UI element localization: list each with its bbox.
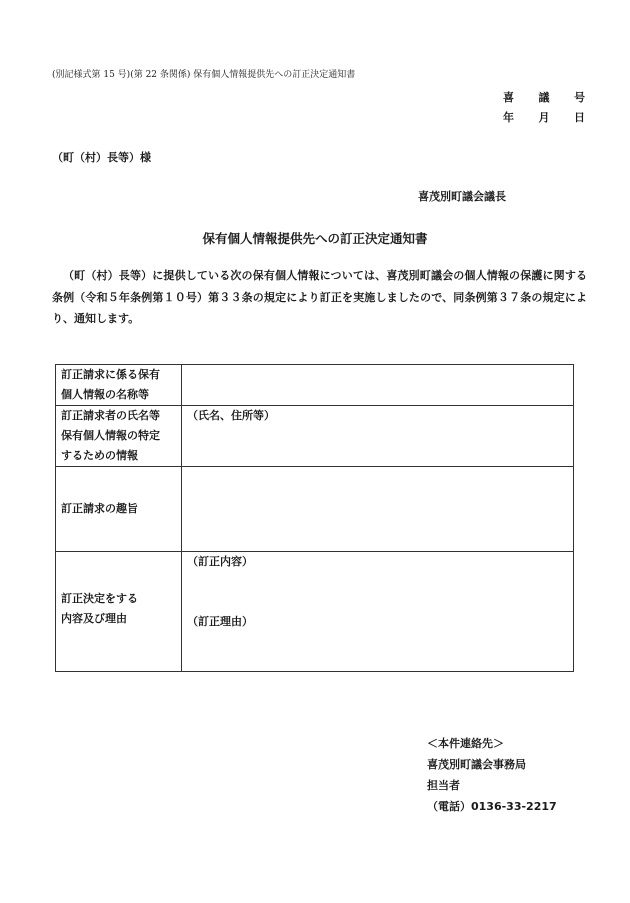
table-value-cell[interactable]: [182, 467, 574, 552]
document-title: 保有個人情報提供先への訂正決定通知書: [202, 231, 428, 246]
contact-phone: （電話）0136-33-2217: [427, 800, 557, 813]
row2-label-line: 訂正請求者の氏名等: [61, 409, 160, 422]
table-row: [56, 406, 574, 467]
table-label-cell: [56, 552, 182, 672]
body-text: （町（村）長等）に提供している次の保有個人情報については、喜茂別町議会の個人情報の保護に関する条例（令和５年条例第１０号）第３３条の規定により訂正を実施しましたので、同条例第３７条の規定により、通知します。: [52, 269, 587, 325]
date-month: 月: [538, 111, 550, 124]
table-label-cell: [56, 406, 182, 467]
contact-block: [427, 733, 557, 817]
row2-label-line: するための情報: [61, 449, 138, 462]
info-table: [55, 364, 574, 672]
table-value-cell[interactable]: [182, 406, 574, 467]
contact-heading: ＜本件連絡先＞: [427, 737, 504, 750]
row2-value-hint: （氏名、住所等）: [187, 409, 275, 422]
docno-suffix: 号: [574, 91, 585, 104]
row3-label: 訂正請求の趣旨: [61, 502, 138, 515]
row4-label-line: 訂正決定をする: [61, 592, 138, 605]
row1-label-line: 個人情報の名称等: [61, 388, 149, 401]
addressee: （町（村）長等）様: [52, 151, 151, 164]
table-row: [56, 467, 574, 552]
contact-person: 担当者: [427, 779, 460, 792]
date-year: 年: [503, 111, 514, 124]
table-row: [56, 552, 574, 672]
document-number-line: [503, 88, 585, 108]
contact-office: 喜茂別町議会事務局: [427, 758, 526, 771]
correction-content-hint: （訂正内容）: [187, 555, 253, 568]
document-number-block: [503, 88, 585, 128]
row4-label-block: [61, 552, 176, 629]
document-date-line: [503, 108, 585, 128]
row4-label-line: 内容及び理由: [61, 612, 127, 625]
correction-reason-hint: （訂正理由）: [187, 615, 253, 628]
docno-prefix: 喜: [503, 91, 514, 104]
form-label: (別記様式第 15 号)(第 22 条関係) 保有個人情報提供先への訂正決定通知書: [52, 70, 356, 80]
table-value-cell[interactable]: [182, 365, 574, 406]
docno-middle: 議: [538, 91, 550, 104]
date-day: 日: [574, 111, 585, 124]
table-value-cell[interactable]: [182, 552, 574, 672]
table-label-cell: [56, 365, 182, 406]
table-label-cell: [56, 467, 182, 552]
sender: 喜茂別町議会議長: [418, 190, 506, 203]
row1-label-line: 訂正請求に係る保有: [61, 368, 160, 381]
table-row: [56, 365, 574, 406]
row2-label-line: 保有個人情報の特定: [61, 429, 160, 442]
